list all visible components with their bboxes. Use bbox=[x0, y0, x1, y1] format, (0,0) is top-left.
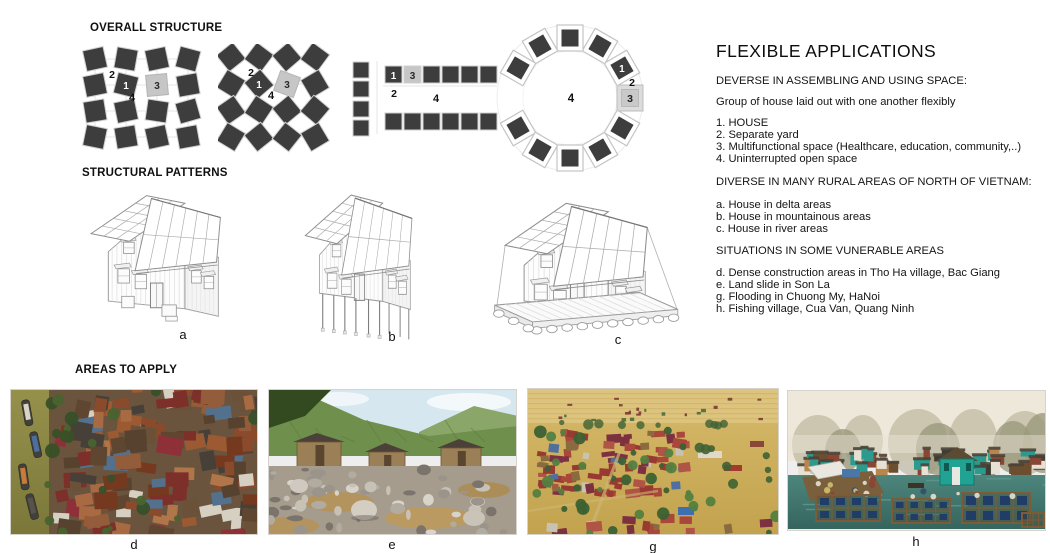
assembling-space-list bbox=[716, 118, 1021, 166]
svg-text:1: 1 bbox=[123, 81, 129, 92]
vulnerable-areas-heading: SITUATIONS IN SOME VUNERABLE AREAS bbox=[716, 245, 944, 257]
list-item: c. House in river areas bbox=[716, 222, 828, 235]
pattern-label-c: c bbox=[614, 332, 622, 347]
photo-label-d: d bbox=[130, 537, 138, 552]
rural-areas-list bbox=[716, 200, 871, 236]
list-item: 4. Uninterrupted open space bbox=[716, 152, 858, 165]
list-item: 3. Multifunctional space (Healthcare, education, community,..) bbox=[716, 140, 1022, 153]
rural-areas-heading: DIVERSE IN MANY RURAL AREAS OF NORTH OF VIETNAM: bbox=[716, 176, 1032, 188]
svg-text:1: 1 bbox=[619, 64, 625, 75]
svg-text:1: 1 bbox=[256, 80, 262, 91]
list-item: b. House in mountainous areas bbox=[716, 210, 871, 223]
list-item: h. Fishing village, Cua Van, Quang Ninh bbox=[716, 302, 915, 315]
list-item: d. Dense construction areas in Tho Ha village, Bac Giang bbox=[716, 267, 1000, 279]
svg-text:3: 3 bbox=[284, 80, 290, 91]
pattern-label-b: b bbox=[388, 329, 396, 344]
photo-label-g: g bbox=[649, 539, 657, 553]
list-item: 1. HOUSE bbox=[716, 117, 769, 129]
svg-text:4: 4 bbox=[267, 90, 275, 102]
vulnerable-areas-list bbox=[716, 268, 1000, 316]
pattern-label-a: a bbox=[179, 327, 187, 342]
svg-text:2: 2 bbox=[391, 88, 397, 100]
photo-label-e: e bbox=[388, 537, 396, 552]
house-drawing-mountain-stilts bbox=[288, 188, 438, 350]
layout-diagram-staggered-grid bbox=[80, 44, 210, 156]
svg-text:2: 2 bbox=[109, 69, 115, 81]
svg-text:2: 2 bbox=[248, 67, 254, 79]
list-item: a. House in delta areas bbox=[716, 199, 832, 211]
structural-patterns-heading: STRUCTURAL PATTERNS bbox=[82, 167, 228, 179]
flexible-applications-title: FLEXIBLE APPLICATIONS bbox=[716, 41, 937, 61]
svg-text:4: 4 bbox=[567, 93, 575, 105]
photo-landslide-son-la bbox=[268, 389, 517, 535]
photo-fishing-village-cua-van bbox=[787, 390, 1046, 531]
svg-text:4: 4 bbox=[128, 92, 136, 104]
list-item: 2. Separate yard bbox=[716, 128, 799, 141]
svg-text:1: 1 bbox=[390, 71, 397, 82]
layout-diagram-pinwheel-grid bbox=[218, 44, 338, 156]
svg-text:2: 2 bbox=[629, 77, 635, 89]
assembling-space-heading: DEVERSE IN ASSEMBLING AND USING SPACE: bbox=[716, 75, 967, 87]
photo-flooding-chuong-my bbox=[527, 388, 779, 535]
svg-text:3: 3 bbox=[409, 71, 416, 82]
house-drawing-delta bbox=[70, 189, 252, 341]
list-item: e. Land slide in Son La bbox=[716, 278, 830, 291]
house-drawing-river-float bbox=[482, 196, 682, 364]
overall-structure-heading: OVERALL STRUCTURE bbox=[90, 22, 223, 34]
layout-diagram-circle bbox=[495, 23, 647, 175]
assembling-space-intro: Group of house laid out with one another flexibly bbox=[716, 96, 956, 108]
photo-tho-ha-village-aerial bbox=[10, 389, 258, 535]
svg-text:3: 3 bbox=[154, 81, 160, 92]
list-item: g. Flooding in Chuong My, HaNoi bbox=[716, 290, 880, 303]
svg-text:4: 4 bbox=[432, 93, 440, 105]
areas-to-apply-heading: AREAS TO APPLY bbox=[75, 364, 178, 376]
layout-diagram-rows bbox=[350, 58, 500, 138]
photo-label-h: h bbox=[912, 534, 920, 549]
svg-text:3: 3 bbox=[627, 93, 633, 105]
